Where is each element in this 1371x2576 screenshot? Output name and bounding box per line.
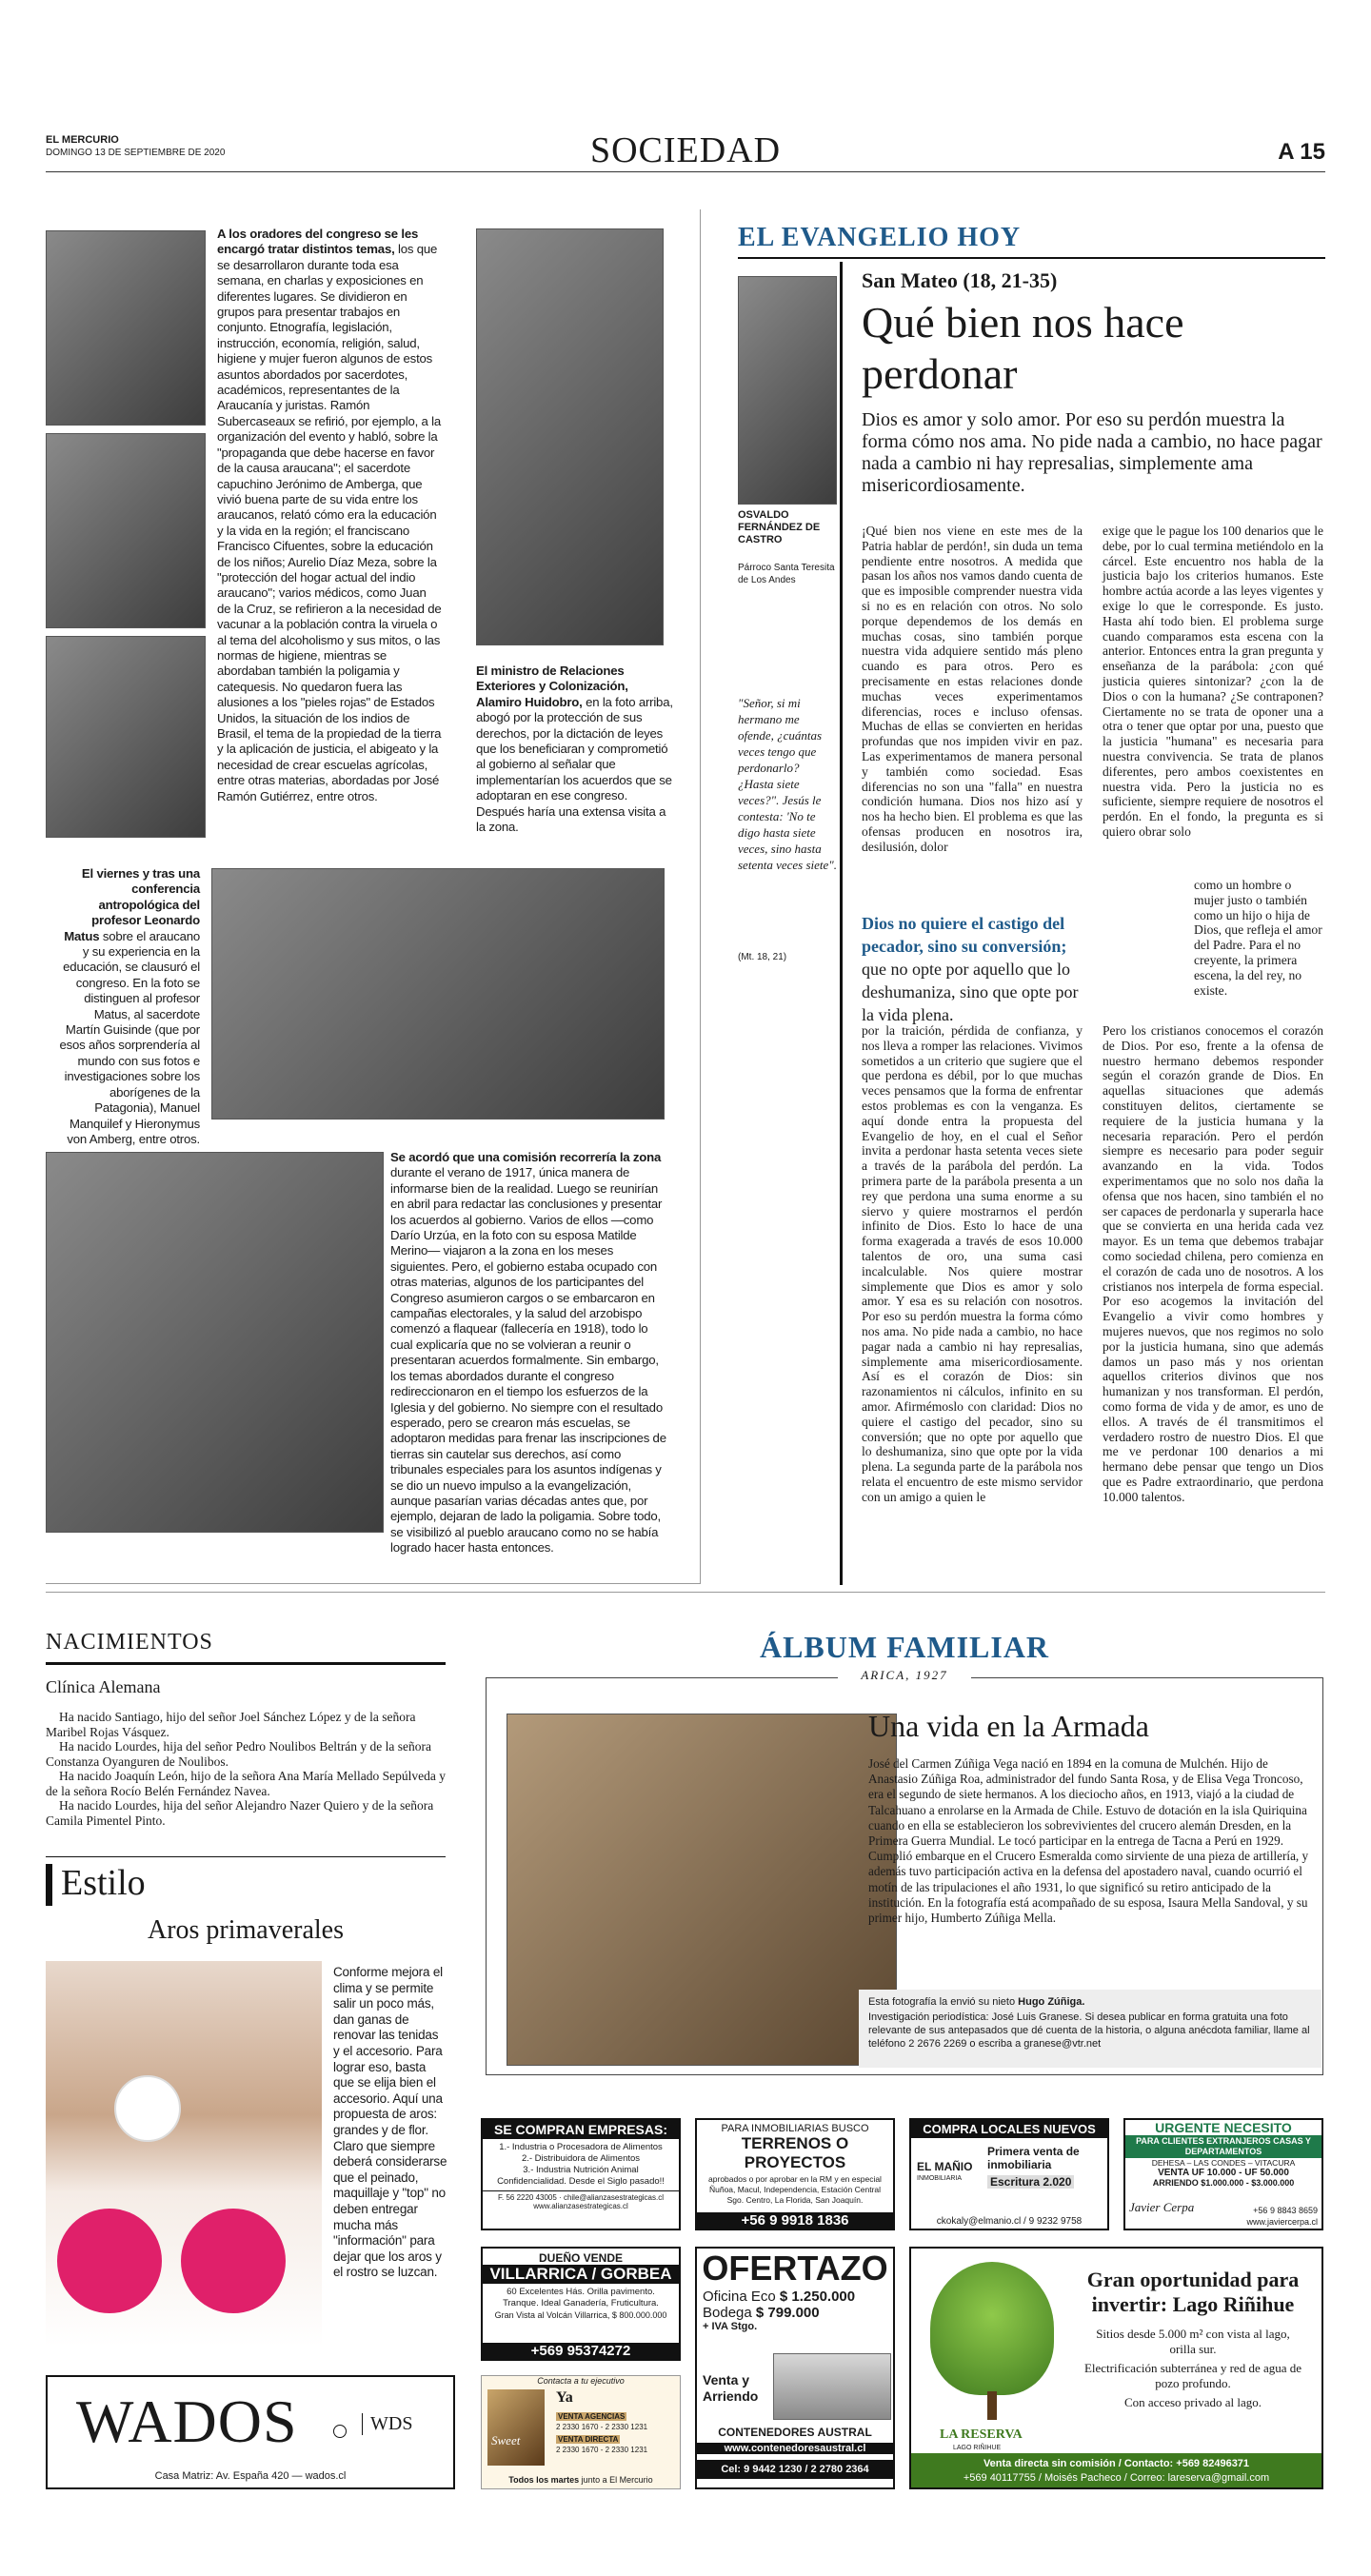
urzua-photo <box>46 1152 384 1533</box>
ad-ofertazo-bodega-price: $ 799.000 <box>755 2305 820 2321</box>
historia-text-1-lead: A los oradores del congreso se les encargó tratar distintos temas, <box>217 227 419 257</box>
evangelio-title: Qué bien nos hace perdonar <box>862 298 1184 398</box>
evangelio-rule <box>738 257 1325 259</box>
ad-ejecutivo-agencias: VENTA AGENCIAS <box>558 2412 626 2421</box>
flower-earring-pink-icon <box>181 2209 286 2313</box>
album-sent-by <box>868 1995 1316 2009</box>
ad-urgente-arriendo: ARRIENDO $1.000.000 - $3.000.000 <box>1152 2178 1295 2188</box>
ad-ejecutivo-footer <box>482 2475 680 2485</box>
ad-villarrica-phone: +569 95374272 <box>483 2343 679 2359</box>
ad-rinihue-l3: Con acceso privado al lago. <box>1123 2395 1262 2409</box>
historia-text-2 <box>390 1150 666 1556</box>
ad-urgente-sub: PARA CLIENTES EXTRANJEROS CASAS Y DEPARTAMENTOS <box>1125 2135 1321 2158</box>
nacimientos-title: NACIMIENTOS <box>46 1630 213 1655</box>
portrait-photo-1 <box>46 230 206 426</box>
ad-empresas-footer: F. 56 2220 43005 · chile@alianzasestrategicas.cl <box>483 2190 679 2202</box>
ad-ofertazo[interactable] <box>695 2247 895 2489</box>
ad-locales-brand: EL MAÑIO <box>917 2160 973 2173</box>
historia-text-2-body: durante el verano de 1917, única manera de informarse bien de la realidad. Luego se reunirían en abril para redactar las conclusiones y presentar los acuerdos al gobierno. Varios de ellos —como Darío Urzúa, en la foto con su esposa Matilde Merino— viajaron a la zona en los meses siguientes. Pero, el gobierno estaba ocupado con otras materias, algunos de los participantes del Congreso asumieron cargos o se embarcaron en campañas electorales, y la salud del arzobispo comenzó a flaquear (fallecería en 1918), todo lo cual explicaría que no se volvieran a reunir o presentaran acuerdos formalmente. Sin embargo, los temas abordados durante el congreso redireccionaron en el tiempo los esfuerzos de la Iglesia y del gobierno. No siempre con el resultado esperado, pero se crearon más escuelas, se adoptaron medidas para frenar las inscripciones de tierras sin cautelar sus derechos, así como tribunales especiales para los asuntos indígenas y se dio un nuevo impulso a la evangelización, aunque pasarían varias décadas antes que, por ejemplo, dejaran de lado la poligamia. Sobre todo, se visibilizó al pueblo araucano como no se había logrado hacer hasta entonces. <box>390 1165 666 1556</box>
ad-terrenos[interactable] <box>695 2118 895 2230</box>
ad-empresas-line: Confidencialidad. Desde el Siglo pasado!! <box>497 2176 665 2187</box>
tree-icon <box>930 2262 1054 2395</box>
wados-registered-icon <box>333 2425 347 2438</box>
ad-ofertazo-phone: Cel: 9 9442 1230 / 2 2780 2364 <box>697 2460 893 2479</box>
matus-caption-lead: El viernes y tras una conferencia antropológica del profesor Leonardo Matus <box>64 866 200 943</box>
ad-villarrica[interactable] <box>481 2247 681 2361</box>
ad-terrenos-top: PARA INMOBILIARIAS BUSCO <box>721 2123 869 2134</box>
section-divider <box>46 1592 1325 1593</box>
list-item: Ha nacido Lourdes, hija del señor Alejandro Nazer Quiero y de la señora Camila Pimentel Pinto. <box>46 1798 434 1828</box>
ad-locales-title: COMPRA LOCALES NUEVOS <box>911 2120 1107 2138</box>
estilo-rule <box>46 1856 446 1857</box>
album-place: ARICA, 1927 <box>838 1668 971 1683</box>
ad-villarrica-line: Gran Vista al Volcán Villarrica, $ 800.000.000 <box>494 2310 667 2320</box>
ad-rinihue[interactable] <box>909 2247 1323 2489</box>
ad-rinihue-footer2: +569 40117755 / Moisés Pacheco / Correo: lareserva@gmail.com <box>963 2472 1270 2484</box>
estilo-title: Estilo <box>61 1863 146 1903</box>
estilo-text: Conforme mejora el clima y se permite salir un poco más, dan ganas de renovar las tenidas y el accesorio. Para lograr eso, basta que se elija bien el accesorio. Aquí una propuesta de aros: grandes y de flor. Claro que siempre deberá considerarse que el peinado, maquillaje y "top" no deben entregar mucha más "información" para dejar que los aros y el rostro se luzcan. <box>333 1965 447 2280</box>
ad-villarrica-line: Tranque. Ideal Ganadería, Fruticultura. <box>503 2298 659 2308</box>
evangelio-lead: Dios es amor y solo amor. Por eso su perdón muestra la forma cómo nos ama. No pide nada a cambio, no hace pagar nada a cambio ni hay represalias, simplemente ama misericordiosamente. <box>862 409 1322 496</box>
ad-urgente-venta: VENTA UF 10.000 - UF 50.000 <box>1158 2168 1289 2178</box>
evangelio-col2c: Pero los cristianos conocemos el corazón de Dios. Por eso, frente a la ofensa de nuestro hermano debemos responder según el corazón grande de Dios. En aquellas situaciones que además constituyen delitos, ciertamente se requiere de la justicia humana y la necesaria reparación. Pero el perdón siempre es necesario para poder seguir avanzando en la vida. Todos experimentamos que no solo nos daña la ofensa que nos hacen, sino también el no ser capaces de perdonarla y superarla hace que se convierta en una herida cada vez mayor. Es un tema que debemos trabajar como sociedad chilena, pero comienza en el corazón de cada uno de nosotros. A los cristianos nos interpela de forma especial. Por eso acogemos la invitación del Evangelio a vivir como hombres y mujeres nuevos, que nos regimos no solo por la justicia humana, sino que además damos un paso más y nos orientan aquellos criterios divinos que nos humanizan y nos transforman. El perdón, como forma de vida y de amor, es uno de ellos. A través de él transmitimos el verdadero rostro de nuestro Dios. El que me ve perdonar 100 denarios a mi hermano debe pensar que tengo un Dios que es Padre extraordinario, que perdona 10.000 talentos. <box>1103 1023 1323 1504</box>
ad-locales[interactable] <box>909 2118 1109 2230</box>
ad-locales-brand-sub: INMOBILIARIA <box>917 2175 963 2182</box>
wados-logo: WADOS <box>76 2388 298 2455</box>
tree-trunk-icon <box>987 2391 997 2420</box>
evangelio-highlight-rest: que no opte por aquello que lo deshumaniza, sino que opte por la vida plena. <box>862 960 1079 1024</box>
ad-ejecutivo-footer-text: junto a El Mercurio <box>581 2475 653 2485</box>
historia-text-1 <box>217 227 442 842</box>
wados-sub: WDS <box>362 2413 412 2435</box>
portrait-photo-3 <box>46 636 206 838</box>
ad-ejecutivo-phone1: 2 2330 1670 - 2 2330 1231 <box>556 2423 648 2431</box>
wados-address: Casa Matriz: Av. España 420 — wados.cl <box>154 2470 347 2482</box>
album-story: José del Carmen Zúñiga Vega nació en 1894 en la comuna de Mulchén. Hijo de Anastasio Zúñiga Roa, administrador del fundo Santa Rosa, y de Elisa Vega Troncoso, era el segundo de siete hermanos. A los dieciocho años, en 1913, viajó a la ciudad de Talcahuano a enrolarse en la Armada de Chile. Estuvo de dotación en la isla Quiriquina cuando en ella se establecieron los sobrevivientes del crucero alemán Dresden, en la Primera Guerra Mundial. Le tocó participar en la entrega de Tacna a Perú en 1929. Cumplió embarque en el Crucero Esmeralda como sirviente de una pieza de artillería, y además tuvo participación activa en la defensa del apostadero naval, cuando ocurrió el motín de las tripulaciones el año 1931, lo que significó su retiro anticipado de la institución. En la fotografía está acompañado de su esposa, Isaura Mella Sandoval, y su primer hijo, Humberto Zúñiga Mella. <box>868 1756 1309 1926</box>
matus-caption-body: sobre el araucano y su experiencia en la educación, se clausuró el congreso. En la foto se distinguen al profesor Matus, al sacerdote Martín Guisinde (que por esos años sorprendería al mundo con sus fotos e investigaciones sobre los aborígenes de la Patagonia), Manuel Manquilef y Hieronymus von Amberg, entre otros. <box>59 928 200 1146</box>
list-item: Ha nacido Joaquín León, hijo de la señora Ana María Mellado Sepúlveda y de la señora Rocío Belén Fernández Navea. <box>46 1769 447 1798</box>
evangelio-reference: San Mateo (18, 21-35) <box>862 268 1058 292</box>
list-item: Ha nacido Santiago, hijo del señor Joel Sánchez López y de la señora Maribel Rojas Vásquez. <box>46 1710 416 1739</box>
ad-rinihue-brand: LA RESERVA <box>940 2427 1023 2442</box>
ad-ofertazo-oficina <box>697 2289 893 2305</box>
ad-terrenos-text: aprobados o por aprobar en la RM y en especial Ñuñoa, Macul, Independencia, Estación Central Sgo. Centro, La Florida, San Joaquín. <box>708 2174 882 2205</box>
page-number: A 15 <box>1278 139 1325 165</box>
ad-urgente-phone: +56 9 8843 8659 <box>1253 2206 1318 2215</box>
ad-wados[interactable] <box>46 2375 455 2489</box>
header-date: DOMINGO 13 DE SEPTIEMBRE DE 2020 <box>46 148 226 158</box>
navy-family-photo <box>507 1714 897 2066</box>
ad-ofertazo-venta: Venta y Arriendo <box>703 2372 759 2404</box>
ad-ofertazo-bodega <box>697 2305 893 2321</box>
evangelio-col1b: por la traición, pérdida de confianza, y nos lleva a romper las relaciones. Vivimos sometidos a un criterio que sugiere que el que perdona es débil, por lo que muchas veces pensamos que la forma de enfrentar estos problemas es con la venganza. Es aquí donde entra la propuesta del Evangelio de hoy, en el cual el Señor invita a perdonar hasta setenta veces siete a través de la parábola del perdón. La primera parte de la parábola presenta a un rey que perdona una suma enorme a su siervo y quiere mostrarnos el perdón infinito de Dios. Esto lo hace de una forma exagerada a través de esos 10.000 talentos de oro, una suma casi incalculable. Nos quiere mostrar simplemente que Dios es amor y solo amor. Y esa es su relación con nosotros. Por eso su perdón muestra la forma cómo nos ama. No pide nada a cambio, no hace pagar nada a cambio ni hay represalias, simplemente ama misericordiosamente. Así es el corazón de Dios: sin razonamientos ni cálculos, infinito en su amor. Afirmémoslo con claridad: Dios no quiere el castigo del pecador, sino su conversión; que no opte por aquello que lo deshumaniza, sino que opte por la vida plena. La segunda parte de la parábola nos relata el encuentro de este mismo servidor con un amigo a quien le <box>862 1023 1083 1504</box>
flower-earring-pink-icon <box>57 2209 162 2313</box>
nacimientos-list <box>46 1710 446 1828</box>
ad-ofertazo-iva: + IVA Stgo. <box>703 2321 758 2332</box>
album-sender: Hugo Zúñiga. <box>1018 1996 1085 2008</box>
ad-urgente-title: URGENTE NECESITO <box>1155 2120 1292 2135</box>
ad-ejecutivo-directa: VENTA DIRECTA <box>558 2435 619 2444</box>
nacimientos-rule <box>46 1662 446 1665</box>
ad-ejecutivo-footer-bold: Todos los martes <box>508 2475 580 2485</box>
ad-empresas-line: 3.- Industria Nutrición Animal <box>523 2165 639 2175</box>
evangelio-quote-ref: (Mt. 18, 21) <box>738 952 787 962</box>
ad-urgente[interactable] <box>1123 2118 1323 2230</box>
album-title: ÁLBUM FAMILIAR <box>759 1630 1050 1664</box>
ad-ofertazo-web: www.contenedoresaustral.cl <box>697 2443 893 2454</box>
ad-ejecutivo-top: Contacta a tu ejecutivo <box>537 2376 625 2386</box>
ad-rinihue-l2: Electrificación subterránea y red de agua de pozo profundo. <box>1083 2361 1302 2390</box>
ad-urgente-web: www.javiercerpa.cl <box>1246 2217 1318 2227</box>
ad-ofertazo-title: OFERTAZO <box>702 2249 888 2288</box>
ad-rinihue-title: Gran oportunidad para invertir: Lago Riñihue <box>1086 2268 1300 2316</box>
nacimientos-clinic: Clínica Alemana <box>46 1677 161 1696</box>
historia-text-1-body: los que se desarrollaron durante toda esa semana, en charlas y exposiciones en diferentes lugares. Se dividieron en grupos para presentar trabajos en conjunto. Etnografía, legislación, instrucción, economía, religión, salud, higiene y mujer fueron algunos de estos asuntos abordados por sacerdotes, académicos, representantes de la Araucanía y juristas. Ramón Subercaseaux se refirió, por ejemplo, a la organización del evento y habló, sobre la "propaganda que debe hacerse en favor de la causa araucana"; el sacerdote capuchino Jerónimo de Amberga, que vivió buena parte de su vida entre los araucanos, relató cómo era la educación y la vida en la región; el franciscano Francisco Cifuentes, sobre la educación de los niños; Aurelio Díaz Meza, sobre la "protección del hogar actual del indio araucano"; varios médicos, como Juan de la Cruz, se refirieron a la necesidad de vacunar a la población contra la viruela o al tema del alcoholismo y sus mitos, o las normas de higiene, mientras se abordaban también la poligamia y catequesis. No quedaron fuera las alusiones a los "pieles rojas" de Estados Unidos, la situación de los indios de Brasil, el tema de la propiedad de la tierra y la aplicación de justicia, el abigeato y la necesidad de crear escuelas agrícolas, entre otras materias, abordadas por José Ramón Gutiérrez, entre otros. <box>217 242 442 803</box>
ad-ofertazo-company: CONTENEDORES AUSTRAL <box>718 2426 872 2439</box>
ad-empresas-title: SE COMPRAN EMPRESAS: <box>483 2120 679 2139</box>
evangelio-col2b: como un hombre o mujer justo o también como un hijo o hija de Dios, que refleja el amor del Padre. Para el no creyente, la primera escena, la del rey, no existe. <box>1194 878 1322 998</box>
ad-terrenos-phone: +56 9 9918 1836 <box>697 2212 893 2229</box>
header-rule <box>46 171 1325 172</box>
ad-locales-footer: ckokaly@elmanio.cl / 9 9232 9758 <box>936 2216 1083 2227</box>
ad-empresas-line: 1.- Industria o Procesadora de Alimentos <box>499 2142 663 2152</box>
ad-urgente-name: Javier Cerpa <box>1129 2200 1195 2214</box>
ad-villarrica-top: DUEÑO VENDE <box>538 2251 623 2265</box>
ad-ejecutivo[interactable] <box>481 2375 681 2489</box>
section-title: SOCIEDAD <box>589 130 782 170</box>
author-role: Párroco Santa Teresita de Los Andes <box>738 563 835 585</box>
huidobro-photo <box>476 228 664 645</box>
magazine-cover <box>487 2389 545 2466</box>
header-paper: EL MERCURIO <box>46 134 119 146</box>
huidobro-caption-body: en la foto arriba, abogó por la protección de sus derechos, por la dictación de leyes que los beneficiaran y comprometió al gobierno al señalar que implementarían los acuerdos que se adoptaran en ese congreso. Después haría una extensa visita a la zona. <box>476 694 673 835</box>
huidobro-caption <box>476 664 674 835</box>
album-story-title: Una vida en la Armada <box>868 1709 1149 1743</box>
ad-empresas[interactable] <box>481 2118 681 2230</box>
ad-ofertazo-oficina-label: Oficina Eco <box>703 2289 776 2305</box>
evangelio-section-title: EL EVANGELIO HOY <box>738 223 1022 252</box>
historia-text-2-lead: Se acordó que una comisión recorrería la zona <box>390 1150 662 1164</box>
congress-photo <box>211 868 665 1120</box>
album-sent-by-text: Esta fotografía la envió su nieto <box>868 1996 1016 2008</box>
ad-ejecutivo-brand: Ya <box>556 2389 573 2406</box>
ad-rinihue-footer1: Venta directa sin comisión / Contacto: +569 82496371 <box>983 2458 1250 2469</box>
ad-empresas-web: www.alianzasestrategicas.cl <box>533 2202 628 2210</box>
ad-villarrica-line: 60 Excelentes Hás. Orilla pavimento. <box>507 2287 655 2297</box>
flower-earring-white-icon <box>114 2075 181 2142</box>
evangelio-vertical-rule <box>840 262 843 1585</box>
author-photo <box>738 276 837 505</box>
author-name: OSVALDO FERNÁNDEZ DE CASTRO <box>738 509 821 545</box>
ad-rinihue-l1: Sitios desde 5.000 m² con vista al lago, orilla sur. <box>1096 2327 1290 2356</box>
ad-ejecutivo-brand2: Sweet <box>491 2433 521 2447</box>
portrait-photo-2 <box>46 433 206 628</box>
list-item: Ha nacido Lourdes, hija del señor Pedro Noulibos Beltrán y de la señora Constanza Oyanguren de Noulibos. <box>46 1739 432 1769</box>
evangelio-quote: "Señor, si mi hermano me ofende, ¿cuántas veces tengo que perdonarlo? ¿Hasta siete veces?". Jesús le contesta: 'No te digo hasta siete veces, sino hasta setenta veces siete". <box>738 696 837 872</box>
ad-locales-text2: Escritura 2.020 <box>987 2175 1074 2189</box>
evangelio-highlight-bold: Dios no quiere el castigo del pecador, sino su conversión; <box>862 914 1067 956</box>
evangelio-highlight <box>862 912 1083 1026</box>
ad-ofertazo-oficina-price: $ 1.250.000 <box>779 2289 856 2305</box>
estilo-bar <box>46 1864 52 1906</box>
evangelio-col1a: ¡Qué bien nos viene en este mes de la Patria hablar de perdón!, sin duda un tema pendiente entre nosotros. A medida que pasan los años nos vamos dando cuenta de que es imposible comprender nuestra vida si no es en relación con otros. No solo porque dependemos de los demás en muchas cosas, sino también porque nuestra vida adquiere sentido más pleno cuando es para otros. Pero es precisamente en estas relaciones donde muchas veces experimentamos diferencias, roces e incluso ofensas. Muchas de ellas se convierten en heridas profundas que nos impiden vivir en paz. Las experimentamos de manera personal y también como sociedad. Esas diferencias no son una "falla" en nuestra condición humana. Dios nos hizo así y nos ha hecho bien. El problema es que las ofensas producen en nosotros ira, desilusión, dolor <box>862 524 1083 854</box>
ad-villarrica-title: VILLARRICA / GORBEA <box>483 2265 679 2284</box>
ad-terrenos-title: TERRENOS O PROYECTOS <box>741 2134 849 2171</box>
album-credit: Investigación periodística: José Luis Granese. Si desea publicar en forma gratuita una foto relevante de sus antepasados que dé cuenta de la historia, o alguna anécdota familiar, llame al teléfono 2 2676 2269 o escriba a granese@vtr.net <box>868 2011 1310 2050</box>
ad-locales-text1: Primera venta de inmobiliaria <box>987 2145 1080 2171</box>
ad-rinihue-brand-sub: LAGO RIÑIHUE <box>953 2445 1002 2451</box>
estilo-subtitle: Aros primaverales <box>147 1915 345 1945</box>
ad-empresas-line: 2.- Distribuidora de Alimentos <box>521 2153 641 2164</box>
container-photo <box>773 2353 891 2420</box>
evangelio-col2a: exige que le pague los 100 denarios que le debe, por lo cual termina metiéndolo en la cárcel. Este encuentro nos habla de la justicia bajo los criterios humanos. Este hombre actúa acorde a las leyes vigentes y exige lo que le corresponde. Es justo. Hasta ahí todo bien. El problema surge cuando comparamos esta escena con la anterior. Entonces entra la gran pregunta y enseñanza de la parábola: ¿con qué justicia quieres sintonizar? ¿con la de Dios o con la humana? ¿Se contraponen? Ciertamente no se trata de oponer una a otra o tener que optar por una, puesto que la justicia "humana" es necesaria para nuestra convivencia. Se trata de planos diferentes, pero ambos coexistentes en nuestra vida. Pero la justicia no es suficiente, siempre requiere de nosotros el perdón. En el fondo, la pregunta es si quiero obrar solo <box>1103 524 1323 839</box>
matus-caption <box>57 866 200 1146</box>
huidobro-caption-lead: El ministro de Relaciones Exteriores y Colonización, Alamiro Huidobro, <box>476 664 628 709</box>
ad-ejecutivo-phone2: 2 2330 1670 - 2 2330 1231 <box>556 2446 648 2454</box>
ad-ofertazo-bodega-label: Bodega <box>703 2305 752 2321</box>
ad-urgente-zone: DEHESA – LAS CONDES – VITACURA <box>1151 2158 1296 2168</box>
